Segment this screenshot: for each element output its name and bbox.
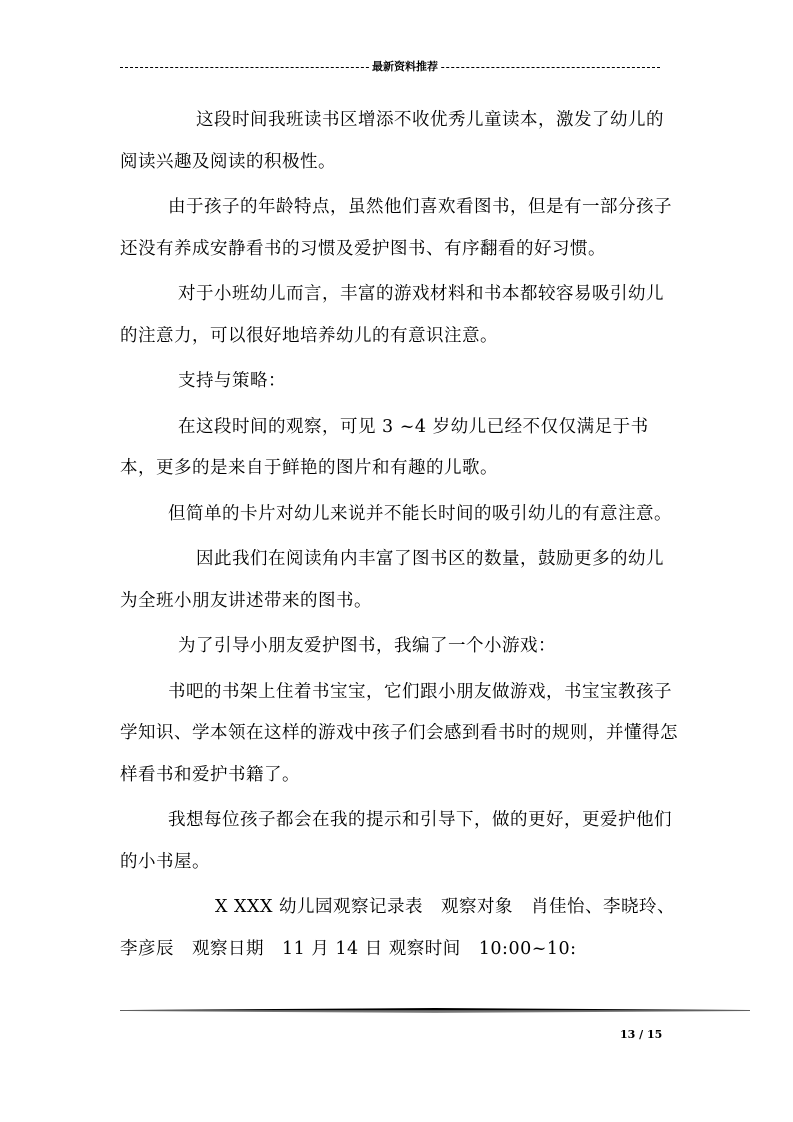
paragraph: X XXX 幼儿园观察记录表 观察对象 肖佳怡、李晓玲、李彦辰 观察日期 11 月 14 日 观察时间 10:00~10: <box>120 897 675 959</box>
paragraph: 我想每位孩子都会在我的提示和引导下，做的更好，更爱护他们的小书屋。 <box>120 810 672 872</box>
page-number: 13 / 15 <box>620 1028 663 1041</box>
paragraph: 对于小班幼儿而言，丰富的游戏材料和书本都较容易吸引幼儿的注意力，可以很好地培养幼儿的有意识注意。 <box>120 284 664 346</box>
paragraph: 书吧的书架上住着书宝宝，它们跟小朋友做游戏，书宝宝教孩子学知识、学本领在这样的游戏中孩子们会感到看书时的规则，并懂得怎样看书和爱护书籍了。 <box>120 681 678 785</box>
page-header <box>120 58 660 76</box>
paragraph: 因此我们在阅读角内丰富了图书区的数量，鼓励更多的幼儿为全班小朋友讲述带来的图书。 <box>120 549 664 611</box>
paragraph: 支持与策略： <box>178 371 286 391</box>
paragraph: 为了引导小朋友爱护图书，我编了一个小游戏： <box>178 636 556 656</box>
header-label: 最新资料推荐 <box>370 58 440 76</box>
document-body <box>120 100 680 974</box>
footer-rule <box>120 1008 750 1013</box>
paragraph: 在这段时间的观察，可见 3 ~4 岁幼儿已经不仅仅满足于书本，更多的是来自于鲜艳的图片和有趣的儿歌。 <box>120 416 649 478</box>
paragraph: 这段时间我班读书区增添不收优秀儿童读本，激发了幼儿的阅读兴趣及阅读的积极性。 <box>120 110 664 172</box>
paragraph: 但简单的卡片对幼儿来说并不能长时间的吸引幼儿的有意注意。 <box>168 503 672 524</box>
paragraph: 由于孩子的年龄特点，虽然他们喜欢看图书，但是有一部分孩子还没有养成安静看书的习惯及爱护图书、有序翻看的好习惯。 <box>120 197 672 259</box>
